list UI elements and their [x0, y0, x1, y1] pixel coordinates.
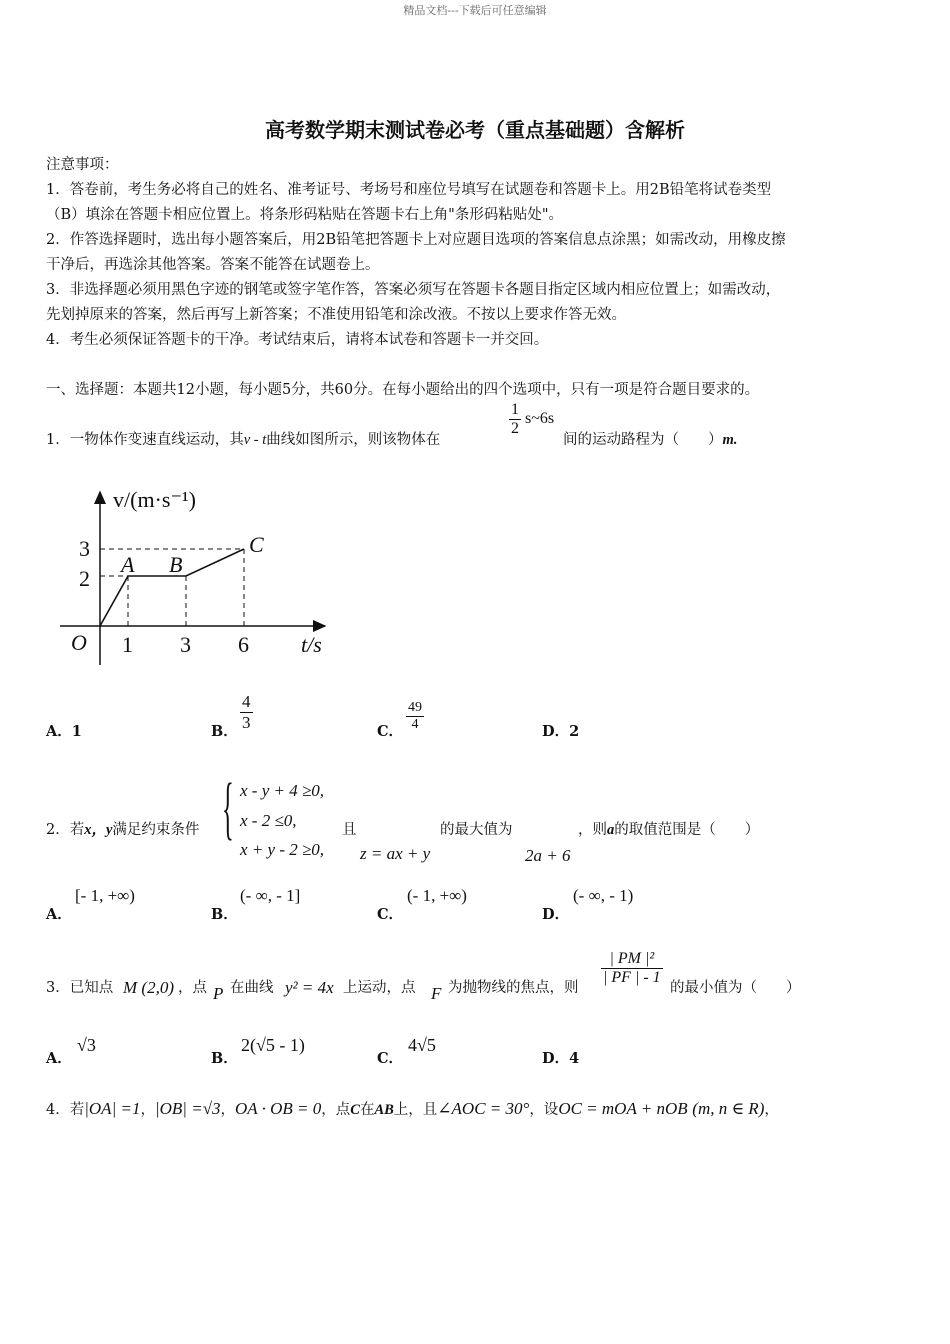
question-4-text — [46, 1098, 779, 1119]
point-C-label: C — [249, 532, 264, 557]
q2-option-b-label[interactable]: B． — [211, 906, 238, 923]
q4-s1: ， — [140, 1102, 155, 1118]
q4-s2: ， — [220, 1102, 236, 1118]
option-label: B． — [211, 723, 238, 740]
q2-max-text: 的最大值为 — [440, 822, 513, 838]
q3-option-b-value: 2(√5 - 1) — [241, 1035, 305, 1055]
q1-fraction — [509, 401, 521, 438]
q1-frac-den: 2 — [511, 420, 519, 437]
q1-option-d[interactable] — [542, 720, 579, 741]
vt-graph — [55, 480, 345, 680]
frac-den: 4 — [406, 716, 424, 733]
q3-part-1: ，点 — [178, 980, 207, 996]
x-tick-3: 3 — [180, 632, 191, 657]
q4-s3: ，点 — [321, 1102, 351, 1118]
q2-max-value: 2a + 6 — [525, 846, 571, 865]
q2-option-d-value: (- ∞, - 1) — [573, 886, 634, 905]
q1-frac-num: 1 — [511, 401, 519, 418]
q3-point-p: P — [213, 984, 224, 1003]
q3-option-a-value: √3 — [77, 1035, 96, 1055]
y-tick-3: 3 — [79, 536, 90, 561]
option-value: 4 — [569, 1050, 580, 1067]
frac-num: 49 — [408, 700, 422, 715]
notice-heading: 注意事项： — [46, 157, 119, 173]
option-label: A． — [46, 723, 72, 740]
q2-option-a-value: [- 1, +∞) — [75, 886, 135, 905]
q3-point-f: F — [431, 984, 442, 1003]
x-tick-1: 1 — [122, 632, 133, 657]
q1-option-c[interactable] — [377, 720, 403, 741]
q4-e2: |OB| =√3 — [154, 1099, 221, 1118]
q1-prefix: 1．一物体作变速直线运动，其 — [46, 432, 244, 448]
q2-constraint-2: x - 2 ≤0, — [240, 811, 297, 830]
option-label: D． — [542, 1050, 570, 1067]
q4-e1: |OA| =1 — [84, 1099, 141, 1118]
q2-constraint-3: x + y - 2 ≥0, — [240, 840, 325, 859]
option-label: D． — [542, 723, 570, 740]
q2-constraint-1: x - y + 4 ≥0, — [240, 781, 325, 800]
q1-mid: 曲线如图所示，则该物体在 — [266, 432, 441, 448]
q3-frac-num: | PM |² — [609, 950, 655, 967]
point-A-label: A — [121, 552, 135, 577]
q3-point-m: M (2,0) — [123, 978, 174, 997]
q3-option-c-label[interactable]: C． — [377, 1050, 404, 1067]
q4-e4: ∠AOC = 30° — [437, 1099, 530, 1118]
q1-interval: s~6s — [525, 410, 555, 427]
q2-option-a-label[interactable]: A． — [46, 906, 72, 923]
point-B-label: B — [169, 552, 183, 577]
q2-tail-2: 的取值范围是（ ） — [614, 822, 760, 838]
header-note: 精品文档---下载后可任意编辑 — [403, 4, 547, 17]
q3-suffix: 的最小值为（ ） — [670, 980, 801, 996]
question-2-text — [46, 818, 199, 839]
q3-curve: y² = 4x — [285, 978, 334, 997]
q1-unit: m. — [722, 432, 738, 448]
page-title: 高考数学期末测试卷必考（重点基础题）含解析 — [265, 118, 685, 142]
q1-suffix-text: 间的运动路程为（ ） — [563, 432, 723, 448]
q2-prefix: 2．若 — [46, 822, 85, 838]
q3-part-4: 为抛物线的焦点，则 — [448, 980, 579, 996]
x-tick-6: 6 — [238, 632, 249, 657]
q2-option-d-label[interactable]: D． — [542, 906, 570, 923]
q2-cond: 满足约束条件 — [112, 822, 200, 838]
q4-s4: 在 — [359, 1102, 375, 1118]
q4-e6: (m, n ∈ R) — [692, 1099, 765, 1118]
option-value: 1 — [71, 723, 82, 740]
q3-option-c-value: 4√5 — [408, 1035, 436, 1055]
q4-ab: AB — [374, 1102, 394, 1118]
q3-option-a-label[interactable]: A． — [46, 1050, 72, 1067]
q4-s7: ， — [764, 1102, 779, 1118]
q1-vt: v - t — [243, 432, 267, 448]
q2-option-b-value: (- ∞, - 1] — [240, 886, 301, 905]
q2-vars: x，y — [84, 822, 113, 838]
notice-line: 4．考生必须保证答题卡的干净。考试结束后，请将本试卷和答题卡一并交回。 — [46, 332, 549, 348]
frac-num: 4 — [242, 692, 251, 711]
section-heading: 一、选择题：本题共12小题，每小题5分，共60分。在每小题给出的四个选项中，只有一项是符合题目要求的。 — [46, 382, 760, 398]
q4-e3: OA · OB = 0 — [235, 1099, 322, 1118]
q4-s5: 上，且 — [393, 1102, 438, 1118]
q2-objective: z = ax + y — [360, 844, 431, 863]
q4-e5: OC = mOA + nOB — [558, 1099, 688, 1118]
q4-prefix: 4．若 — [46, 1102, 85, 1118]
q1-suffix — [563, 428, 737, 449]
q2-tail-1: ，则 — [578, 822, 607, 838]
origin-label: O — [71, 630, 87, 655]
y-tick-2: 2 — [79, 566, 90, 591]
q3-option-b-label[interactable]: B． — [211, 1050, 238, 1067]
q2-a: a — [607, 822, 615, 838]
q2-option-c-value: (- 1, +∞) — [407, 886, 467, 905]
q4-c: C — [350, 1102, 360, 1118]
notice-line: 3．非选择题必须用黑色字迹的钢笔或签字笔作答，答案必须写在答题卡各题目指定区域内相应位置上；如需改动， — [46, 282, 781, 298]
q2-tail — [578, 818, 759, 839]
q3-frac-den: | PF | - 1 — [603, 969, 661, 986]
option-label: C． — [377, 723, 404, 740]
q3-part-2: 在曲线 — [230, 980, 274, 996]
q1-option-a[interactable] — [46, 720, 82, 741]
notice-line: （B）填涂在答题卡相应位置上。将条形码粘贴在答题卡右上角"条形码粘贴处"。 — [46, 207, 563, 223]
q1-option-b-frac — [240, 692, 253, 733]
x-axis-label: t/s — [301, 632, 322, 657]
q3-part-3: 上运动，点 — [343, 980, 416, 996]
q4-s6: ，设 — [529, 1102, 559, 1118]
notice-line: 2．作答选择题时，选出每小题答案后，用2B铅笔把答题卡上对应题目选项的答案信息点涂黑；如需改动，用橡皮擦 — [46, 232, 786, 248]
q2-and: 且 — [342, 822, 357, 838]
notice-line: 先划掉原来的答案，然后再写上新答案；不准使用铅笔和涂改液。不按以上要求作答无效。 — [46, 307, 626, 323]
q2-option-c-label[interactable]: C． — [377, 906, 404, 923]
q3-option-d[interactable] — [542, 1047, 579, 1068]
q2-brace: { — [222, 770, 234, 847]
notice-line: 1．答卷前，考生务必将自己的姓名、准考证号、考场号和座位号填写在试题卷和答题卡上。用2B铅笔将试卷类型 — [46, 182, 772, 198]
option-value: 2 — [569, 723, 580, 740]
notice-line: 干净后，再选涂其他答案。答案不能答在试题卷上。 — [46, 257, 380, 273]
q3-fraction — [601, 950, 663, 987]
question-1-text — [46, 428, 440, 449]
frac-den: 3 — [242, 713, 251, 732]
q3-prefix: 3．已知点 — [46, 980, 114, 996]
y-axis-label: v/(m·s⁻¹) — [113, 487, 196, 512]
q1-option-c-frac — [406, 700, 424, 733]
q1-option-b[interactable] — [211, 720, 238, 741]
